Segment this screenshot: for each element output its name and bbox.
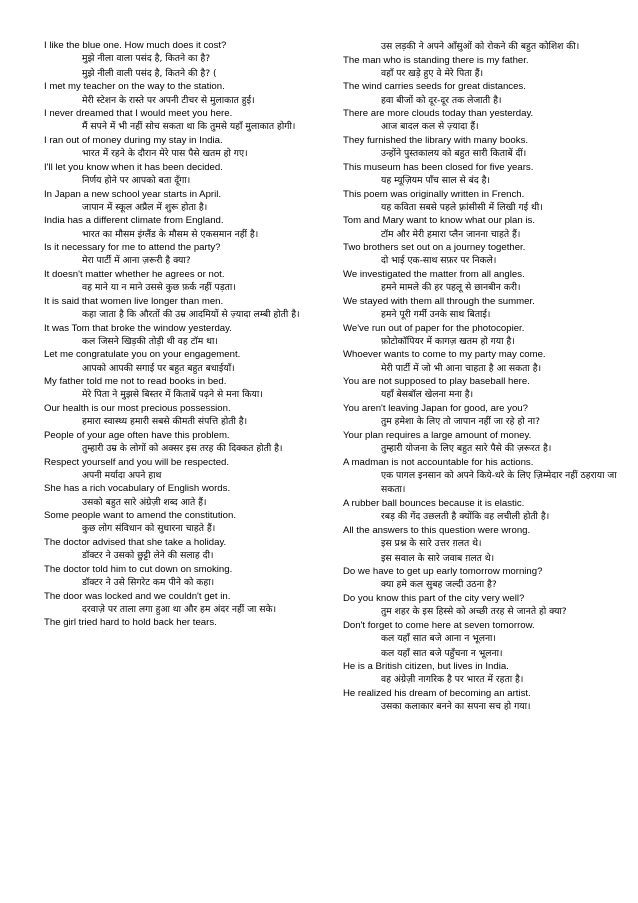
sentence-pair <box>343 376 624 403</box>
english-sentence: I never dreamed that I would meet you here. <box>44 108 233 120</box>
english-sentence: The man who is standing there is my father. <box>343 54 529 66</box>
hindi-translation: फ़ोटोकॉपियर में कागज़ खतम हो गया है। <box>381 335 515 347</box>
sentence-pair <box>44 430 325 457</box>
hindi-translation: एक पागल इनसान को अपने किये-धरे के लिए ज़िम्मेदार नहीं ठहराया जा सकता। <box>381 469 617 496</box>
hindi-translation: हवा बीजों को दूर-दूर तक लेजाती है। <box>381 94 502 106</box>
sentence-pair <box>343 498 624 525</box>
english-sentence: The doctor told him to cut down on smoking. <box>44 563 233 575</box>
sentence-pair <box>343 430 624 457</box>
sentence-pair <box>44 349 325 376</box>
english-sentence: It is said that women live longer than men. <box>44 295 224 307</box>
english-sentence: Do we have to get up early tomorrow morning? <box>343 566 543 578</box>
hindi-translation: तुम शहर के इस हिस्से को अच्छी तरह से जानते हो क्या? <box>381 606 567 618</box>
sentence-pair <box>343 349 624 376</box>
sentence-pair <box>44 537 325 564</box>
hindi-translation: हमने पूरी गर्मी उनके साथ बिताई। <box>381 308 491 320</box>
sentence-pair <box>343 269 624 296</box>
hindi-translation: मेरी पार्टी में जो भी आना चाहता है आ सकता है। <box>381 362 542 374</box>
english-sentence: I met my teacher on the way to the station. <box>44 81 225 93</box>
sentence-pair <box>44 617 325 629</box>
english-sentence: People of your age often have this problem. <box>44 429 230 441</box>
sentence-pair <box>44 242 325 269</box>
english-sentence: It doesn't matter whether he agrees or not. <box>44 268 225 280</box>
english-sentence: Tom and Mary want to know what our plan is. <box>343 215 535 227</box>
hindi-translation: यह कविता सबसे पहले फ़्रांसीसी में लिखी गई थी। <box>381 201 543 213</box>
sentence-pair <box>343 215 624 242</box>
hindi-translation: दरवाज़े पर ताला लगा हुआ था और हम अंदर नहीं जा सके। <box>82 603 277 615</box>
sentence-pair <box>44 135 325 162</box>
hindi-translation: मेरे पिता ने मुझसे बिस्तर में किताबें पढ़ने से मना किया। <box>82 389 263 401</box>
sentence-pair <box>343 403 624 430</box>
hindi-translation: टॉम और मेरी हमारा प्लैन जानना चाहते हैं। <box>381 228 521 240</box>
english-sentence: Is it necessary for me to attend the party? <box>44 242 221 254</box>
sentence-pair <box>343 525 624 566</box>
hindi-translation: वह माने या न माने उससे कुछ फ़र्क नहीं पड़ता। <box>82 282 236 294</box>
hindi-translation: तुम्हारी योजना के लिए बहुत सारे पैसे की ज़रूरत है। <box>381 442 552 454</box>
english-sentence: The girl tried hard to hold back her tears. <box>44 617 217 629</box>
hindi-translation: डॉक्टर ने उसे सिगरेट कम पीने को कहा। <box>82 576 215 588</box>
sentence-pair <box>343 457 624 498</box>
hindi-translation: मुझे नीली वाली पसंद है, कितने की है? ( <box>82 67 217 79</box>
hindi-translation: तुम हमेशा के लिए तो जापान नहीं जा रहे हो ना? <box>381 416 540 428</box>
english-sentence: I like the blue one. How much does it cost? <box>44 40 227 51</box>
sentence-pair <box>44 323 325 350</box>
sentence-pair <box>343 81 624 108</box>
english-sentence: You are not supposed to play baseball here. <box>343 376 530 388</box>
sentence-pair <box>44 564 325 591</box>
english-sentence: Respect yourself and you will be respected. <box>44 456 230 468</box>
english-sentence: She has a rich vocabulary of English words. <box>44 483 231 495</box>
english-sentence: All the answers to this question were wrong. <box>343 524 531 536</box>
sentence-pair <box>44 189 325 216</box>
sentence-pair <box>343 40 624 55</box>
sentence-pair <box>343 296 624 323</box>
english-sentence: In Japan a new school year starts in April. <box>44 188 222 200</box>
hindi-translation: भारत का मौसम इंग्लैंड के मौसम से एकसमान नहीं है। <box>82 228 259 240</box>
sentence-pair <box>343 55 624 82</box>
hindi-translation: अपनी मर्यादा अपने हाथ <box>82 469 162 481</box>
english-sentence: We investigated the matter from all angles. <box>343 268 525 280</box>
english-sentence: We stayed with them all through the summer. <box>343 295 535 307</box>
hindi-translation: यह म्यूज़ियम पाँच साल से बंद है। <box>381 174 491 186</box>
sentence-pair <box>44 483 325 510</box>
hindi-translation: मैं सपने में भी नहीं सोच सकता था कि तुमसे यहाँ मुलाकात होगी। <box>82 121 296 133</box>
sentence-pair <box>343 189 624 216</box>
sentence-pair <box>44 457 325 484</box>
english-sentence: Do you know this part of the city very well? <box>343 592 525 604</box>
english-sentence: You aren't leaving Japan for good, are you? <box>343 402 528 414</box>
hindi-translation: उन्होंने पुस्तकालय को बहुत सारी किताबें दीं। <box>381 148 527 160</box>
english-sentence: Whoever wants to come to my party may come. <box>343 349 546 361</box>
english-sentence: I ran out of money during my stay in India. <box>44 134 223 146</box>
hindi-translation: वहाँ पर खड़े हुए वे मेरे पिता हैं। <box>381 67 484 79</box>
sentence-pair <box>343 566 624 593</box>
sentence-pair <box>343 661 624 688</box>
sentence-pair <box>44 162 325 189</box>
sentence-pair <box>44 81 325 108</box>
hindi-translation: मुझे नीला वाला पसंद है, कितने का है? <box>82 53 211 65</box>
english-sentence: It was Tom that broke the window yesterday. <box>44 322 232 334</box>
sentence-pair <box>343 108 624 135</box>
english-sentence: Some people want to amend the constitution. <box>44 510 236 522</box>
sentence-pair <box>44 269 325 296</box>
english-sentence: This museum has been closed for five years. <box>343 161 534 173</box>
english-sentence: I'll let you know when it has been decided. <box>44 161 223 173</box>
hindi-translation: जापान में स्कूल अप्रैल में शुरू होता है। <box>82 201 208 213</box>
hindi-translation: उस लड़की ने अपने आँसुओं को रोकने की बहुत कोशिश की। <box>381 41 580 52</box>
english-sentence: This poem was originally written in French. <box>343 188 525 200</box>
sentence-pair <box>44 376 325 403</box>
sentence-pair <box>343 323 624 350</box>
hindi-translation: मेरी स्टेशन के रास्ते पर अपनी टीचर से मुलाकात हुई। <box>82 94 255 106</box>
english-sentence: Your plan requires a large amount of money. <box>343 429 532 441</box>
sentence-pair <box>44 108 325 135</box>
english-sentence: We've run out of paper for the photocopier. <box>343 322 525 334</box>
sentence-pair <box>44 510 325 537</box>
hindi-translation: कुछ लोग संविधान को सुधारना चाहते हैं। <box>82 523 216 535</box>
sentence-pair <box>343 593 624 620</box>
hindi-translation: डॉक्टर ने उसको छुट्टी लेने की सलाह दी। <box>82 550 214 562</box>
english-sentence: The wind carries seeds for great distances. <box>343 81 526 93</box>
hindi-translation: कहा जाता है कि औरतों की उम्र आदमियों से ज़्यादा लम्बी होती है। <box>82 308 300 320</box>
sentence-pair <box>343 135 624 162</box>
hindi-translation: आज बादल कल से ज़्यादा हैं। <box>381 121 479 133</box>
sentence-pair <box>343 620 624 661</box>
hindi-translation: उसका कलाकार बनने का सपना सच हो गया। <box>381 701 531 713</box>
hindi-translation: दो भाई एक-साथ सफ़र पर निकले। <box>381 255 497 267</box>
english-sentence: A madman is not accountable for his actions. <box>343 456 534 468</box>
hindi-translation: रबड़ की गेंद उछलती है क्योंकि वह लचीली होती है। <box>381 511 550 523</box>
english-sentence: Don't forget to come here at seven tomorrow. <box>343 619 535 631</box>
sentence-pair <box>343 688 624 715</box>
sentence-pair <box>343 242 624 269</box>
hindi-translation: कल जिसने खिड़की तोड़ी थी वह टॉम था। <box>82 335 218 347</box>
hindi-translation: निर्णय होने पर आपको बता दूँगा। <box>82 174 191 186</box>
english-sentence: He realized his dream of becoming an artist. <box>343 687 531 699</box>
english-sentence: He is a British citizen, but lives in India. <box>343 661 509 673</box>
english-sentence: A rubber ball bounces because it is elastic. <box>343 497 525 509</box>
hindi-translation: आपको आपकी सगाई पर बहुत बहुत बधाईयाँ। <box>82 362 235 374</box>
english-sentence: My father told me not to read books in bed. <box>44 376 227 388</box>
hindi-translation: क्या हमे कल सुबह जल्दी उठना है? <box>381 579 497 591</box>
hindi-translation: हमारा स्वास्थ्य हमारी सबसे कीमती संपत्ति होती है। <box>82 416 248 428</box>
sentence-pair <box>44 215 325 242</box>
sentence-pair <box>343 162 624 189</box>
right-column <box>343 40 624 903</box>
english-sentence: There are more clouds today than yesterday. <box>343 108 534 120</box>
english-sentence: The doctor advised that she take a holiday. <box>44 536 227 548</box>
hindi-translation: यहाँ बेसबॉल खेलना मना है। <box>381 389 474 401</box>
sentence-pair <box>44 591 325 618</box>
sentence-pair <box>44 403 325 430</box>
hindi-translation: भारत में रहने के दौरान मेरे पास पैसे खतम हो गए। <box>82 148 248 160</box>
english-sentence: Let me congratulate you on your engagement. <box>44 349 241 361</box>
left-column <box>44 40 325 903</box>
hindi-translation: मेरा पार्टी में आना ज़रूरी है क्या? <box>82 255 191 267</box>
english-sentence: Our health is our most precious possession. <box>44 402 231 414</box>
hindi-translation: इस प्रश्न के सारे उत्तर ग़लत थे। <box>381 537 482 549</box>
english-sentence: They furnished the library with many books. <box>343 134 529 146</box>
english-sentence: The door was locked and we couldn't get in. <box>44 590 231 602</box>
hindi-translation: कल यहाँ सात बजे आना न भूलना। <box>381 632 496 644</box>
hindi-translation: कल यहाँ सात बजे पहुँचना न भूलना। <box>381 647 503 659</box>
sentence-pair <box>44 40 325 81</box>
hindi-translation: इस सवाल के सारे जवाब ग़लत थे। <box>381 552 495 564</box>
hindi-translation: वह अंग्रेज़ी नागरिक है पर भारत में रहता है। <box>381 674 524 686</box>
english-sentence: India has a different climate from England. <box>44 215 224 227</box>
english-sentence: Two brothers set out on a journey together. <box>343 242 526 254</box>
hindi-translation: हमने मामले की हर पहलू से छानबीन करी। <box>381 282 521 294</box>
hindi-translation: उसको बहुत सारे अंग्रेज़ी शब्द आते हैं। <box>82 496 207 508</box>
hindi-translation: तुम्हारी उम्र के लोगों को अक्सर इस तरह की दिक्कत होती है। <box>82 442 283 454</box>
sentence-pair <box>44 296 325 323</box>
